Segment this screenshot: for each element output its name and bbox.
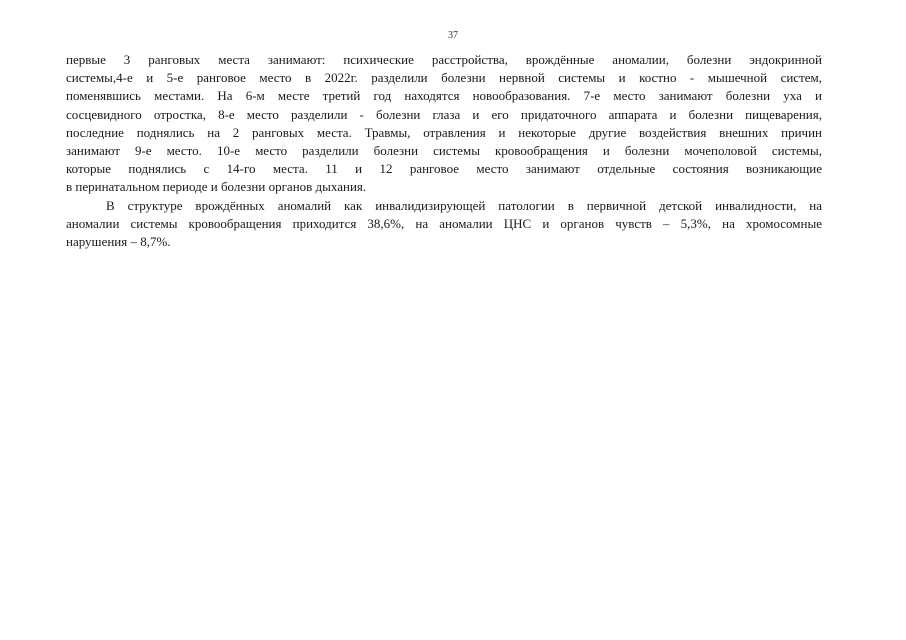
- page-number: 37: [448, 30, 458, 41]
- text-line: которые поднялись с 14-го места. 11 и 12 ранговое место занимают отдельные состояния возникающие: [66, 161, 822, 177]
- text-line: нарушения – 8,7%.: [66, 233, 171, 249]
- text-line: поменявшись местами. На 6-м месте третий год находятся новообразования. 7-е место занимают болезни уха и: [66, 88, 822, 104]
- text-line: первые 3 ранговых места занимают: психические расстройства, врождённые аномалии, болезни эндокринной: [66, 52, 822, 67]
- body-text: [66, 51, 822, 251]
- text-line: последние поднялись на 2 ранговых места. Травмы, отравления и некоторые другие воздействия внешних причин: [66, 124, 822, 140]
- text-line: занимают 9-е место. 10-е место разделили болезни системы кровообращения и болезни мочеполовой системы,: [66, 142, 822, 158]
- text-line: В структуре врождённых аномалий как инвалидизирующей патологии в первичной детской инвалидности, на: [106, 197, 822, 213]
- text-line: сосцевидного отростка, 8-е место разделили - болезни глаза и его придаточного аппарата и болезни пищеварения,: [66, 106, 822, 122]
- text-line: аномалии системы кровообращения приходится 38,6%, на аномалии ЦНС и органов чувств – 5,3%, на хромосомные: [66, 215, 822, 231]
- text-line: в перинатальном периоде и болезни органов дыхания.: [66, 179, 367, 195]
- text-line: системы,4-е и 5-е ранговое место в 2022г. разделили болезни нервной системы и костно - мышечной систем,: [66, 70, 822, 86]
